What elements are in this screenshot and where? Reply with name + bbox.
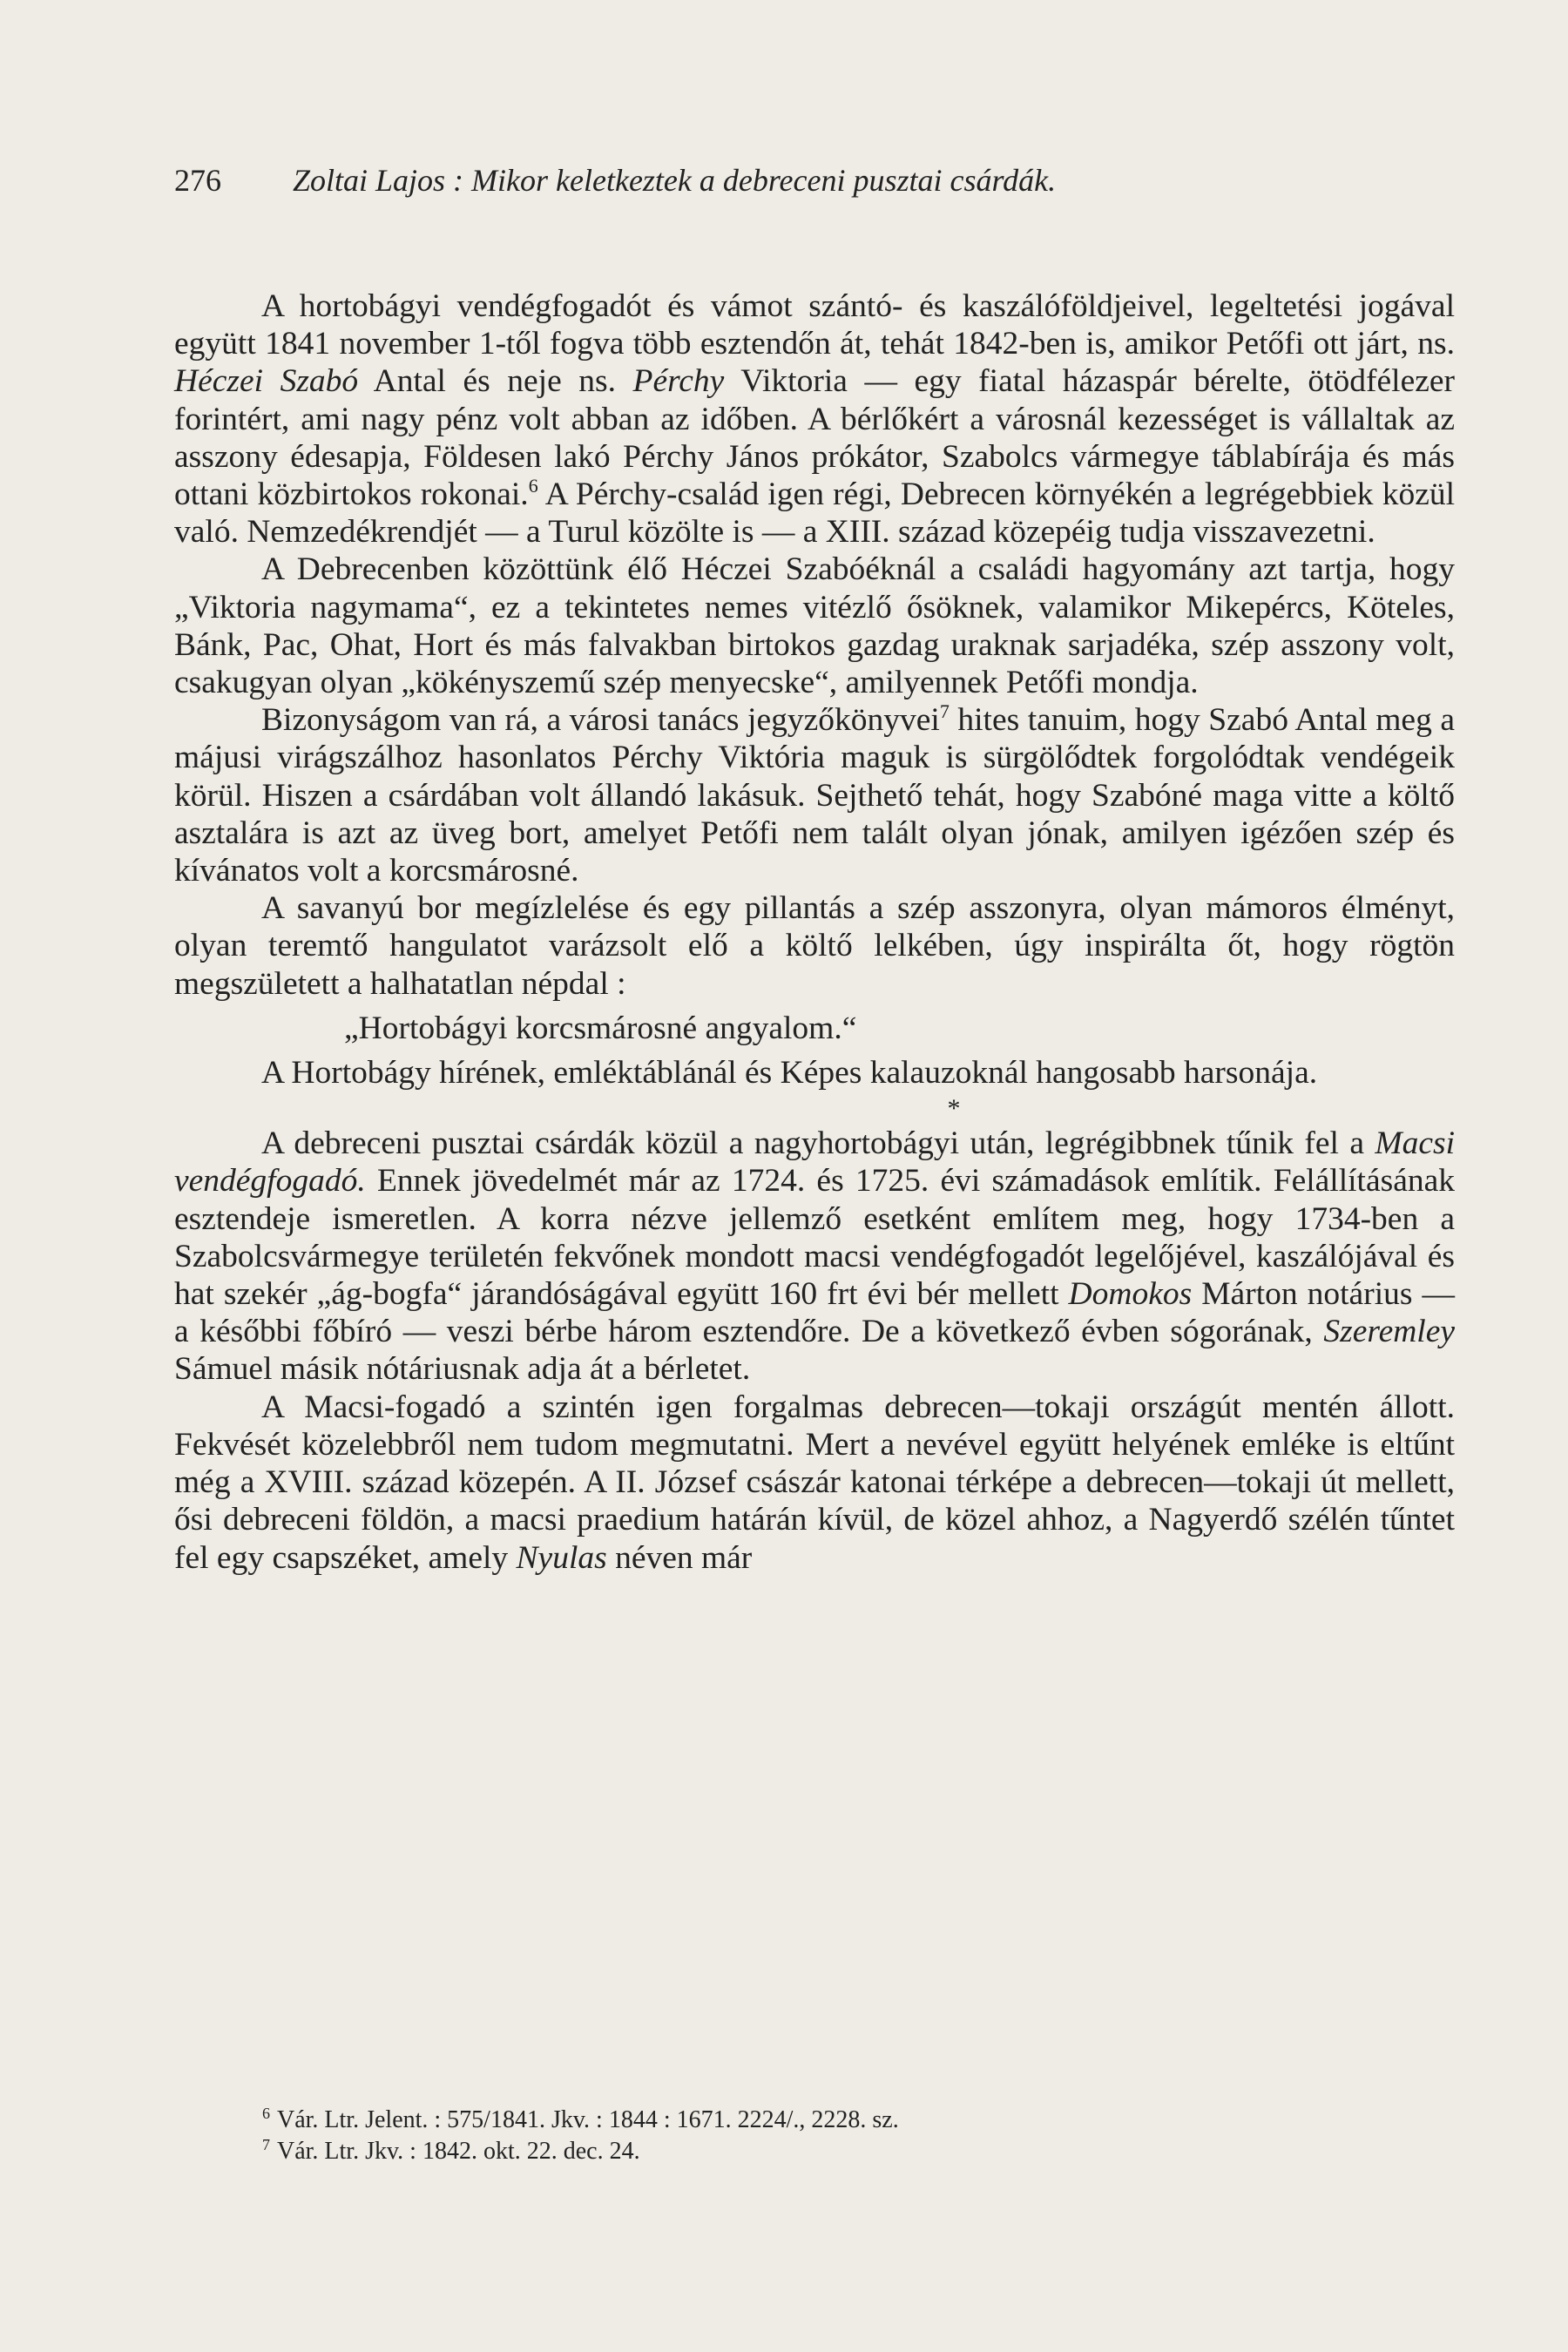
- footnote-7: [174, 2136, 1455, 2167]
- paragraph-1-text-a: A hortobágyi vendégfogadót és vámot szántó- és kaszálóföldjeivel, legeltetési jogával együtt 1841 november 1-től fogva több esztendőn át, tehát 1842-ben is, amikor Petőfi ott járt, ns.: [174, 288, 1455, 362]
- footnote-7-mark: 7: [262, 2136, 270, 2153]
- paragraph-4: A savanyú bor megízlelése és egy pillantás a szép asszonyra, olyan mámoros élményt, olyan teremtő hangulatot varázsolt elő a költő lelkében, úgy inspirálta őt, hogy rögtön megszületett a halhatatlan népdal :: [174, 890, 1455, 1002]
- paragraph-6-text-c: Ennek jövedelmét már az 1724. és 1725. évi számadások említik. Felállításának esztendeje ismeretlen. A korra nézve jellemző esetként említem meg, hogy 1734-ben a Szabolcsvármegye területén fekvőnek mondott macsi vendégfogadót legelőjével, kaszálójával és hat szekér „ág-bogfa“ járandóságával együtt 160 frt évi bér mellett: [174, 1163, 1455, 1313]
- paragraph-1: [174, 287, 1455, 551]
- running-header: [174, 161, 1437, 199]
- running-title: Zoltai Lajos : Mikor keletkeztek a debreceni pusztai csárdák.: [293, 163, 1057, 198]
- paragraph-7: [174, 1389, 1455, 1577]
- page-number: 276: [174, 163, 221, 198]
- paragraph-3: [174, 701, 1455, 889]
- poem-quote: „Hortobágyi korcsmárosné angyalom.“: [344, 1010, 857, 1046]
- name-macsi-vendegfogado: Macsi vendégfogadó.: [174, 1125, 1455, 1200]
- footnote-ref-6: 6: [528, 475, 538, 497]
- footnote-6-mark: 6: [262, 2105, 270, 2122]
- name-nyulas: Nyulas: [516, 1539, 607, 1576]
- body-text: [174, 287, 1455, 1577]
- name-domokos: Domokos: [1068, 1276, 1193, 1313]
- paragraph-6: [174, 1125, 1455, 1388]
- paragraph-6-text-e: Márton notárius — a későbbi főbíró — veszi bérbe három esztendőre. De a következő évben sógorának,: [174, 1276, 1455, 1350]
- paragraph-3-text-b: hites tanuim, hogy Szabó Antal meg a májusi virágszálhoz hasonlatos Pérchy Viktória maguk is sürgölődtek forgolódtak vendégeik körül. Hiszen a csárdában volt állandó lakásuk. Sejthető tehát, hogy Szabóné maga vitte a költő asztalára is azt az üveg bort, amelyet Petőfi nem talált olyan jónak, amilyen igézően szép és kívánatos volt a korcsmárosné.: [174, 702, 1455, 889]
- section-separator: *: [947, 1094, 961, 1124]
- paragraph-1-text-c: Antal és neje ns.: [358, 363, 633, 400]
- paragraph-7-text-c: néven már: [606, 1539, 753, 1576]
- name-perchy: Pérchy: [632, 363, 725, 400]
- footnotes: [174, 2105, 1455, 2167]
- footnote-7-text: Vár. Ltr. Jkv. : 1842. okt. 22. dec. 24.: [277, 2138, 640, 2165]
- name-heczei-szabo: Héczei Szabó: [174, 363, 359, 400]
- footnote-6-text: Vár. Ltr. Jelent. : 575/1841. Jkv. : 1844 : 1671. 2224/., 2228. sz.: [277, 2106, 899, 2133]
- name-szeremley: Szeremley: [1323, 1314, 1455, 1350]
- paragraph-1-text-f: A Pérchy-család igen régi, Debrecen környékén a legrégebbiek közül való. Nemzedékrendjét — a Turul közölte is — a XIII. század közepéig tudja visszavezetni.: [174, 476, 1456, 551]
- paragraph-7-text-a: A Macsi-fogadó a szintén igen forgalmas debrecen—tokaji országút mentén állott. Fekvését közelebbről nem tudom megmutatni. Mert a nevével együtt helyének emléke is eltűnt még a XVIII. század közepén. A II. József császár katonai térképe a debrecen—tokaji út mellett, ősi debreceni földön, a macsi praedium határán kívül, de közel ahhoz, a Nagyerdő szélén tűntet fel egy csapszéket, amely: [174, 1389, 1455, 1576]
- paragraph-6-text-a: A debreceni pusztai csárdák közül a nagyhortobágyi után, legrégibbnek tűnik fel a: [261, 1125, 1375, 1162]
- paragraph-1-text-e: Viktoria — egy fiatal házaspár bérelte, ötödfélezer forintért, ami nagy pénz volt abban az időben. A bérlőkért a városnál kezességet is vállaltak az asszony édesapja, Földesen lakó Pérchy János prókátor, Szabolcs vármegye táblabírája és más ottani közbirtokos rokonai.: [174, 363, 1455, 513]
- paragraph-6-text-g: Sámuel másik nótáriusnak adja át a bérletet.: [174, 1351, 751, 1388]
- footnote-6: [174, 2105, 1455, 2136]
- paragraph-3-text-a: Bizonyságom van rá, a városi tanács jegyzőkönyvei: [261, 702, 940, 739]
- footnote-ref-7: 7: [939, 700, 950, 723]
- paragraph-2: A Debrecenben közöttünk élő Héczei Szabóéknál a családi hagyomány azt tartja, hogy „Viktoria nagymama“, ez a tekintetes nemes vitézlő ősöknek, valamikor Mikepércs, Köteles, Bánk, Pac, Ohat, Hort és más falvakban birtokos gazdag uraknak sarjadéka, szép asszony volt, csakugyan olyan „kökényszemű szép menyecske“, amilyennek Petőfi mondja.: [174, 551, 1455, 701]
- paragraph-5: A Hortobágy hírének, emléktáblánál és Képes kalauzoknál hangosabb harsonája.: [261, 1055, 1318, 1092]
